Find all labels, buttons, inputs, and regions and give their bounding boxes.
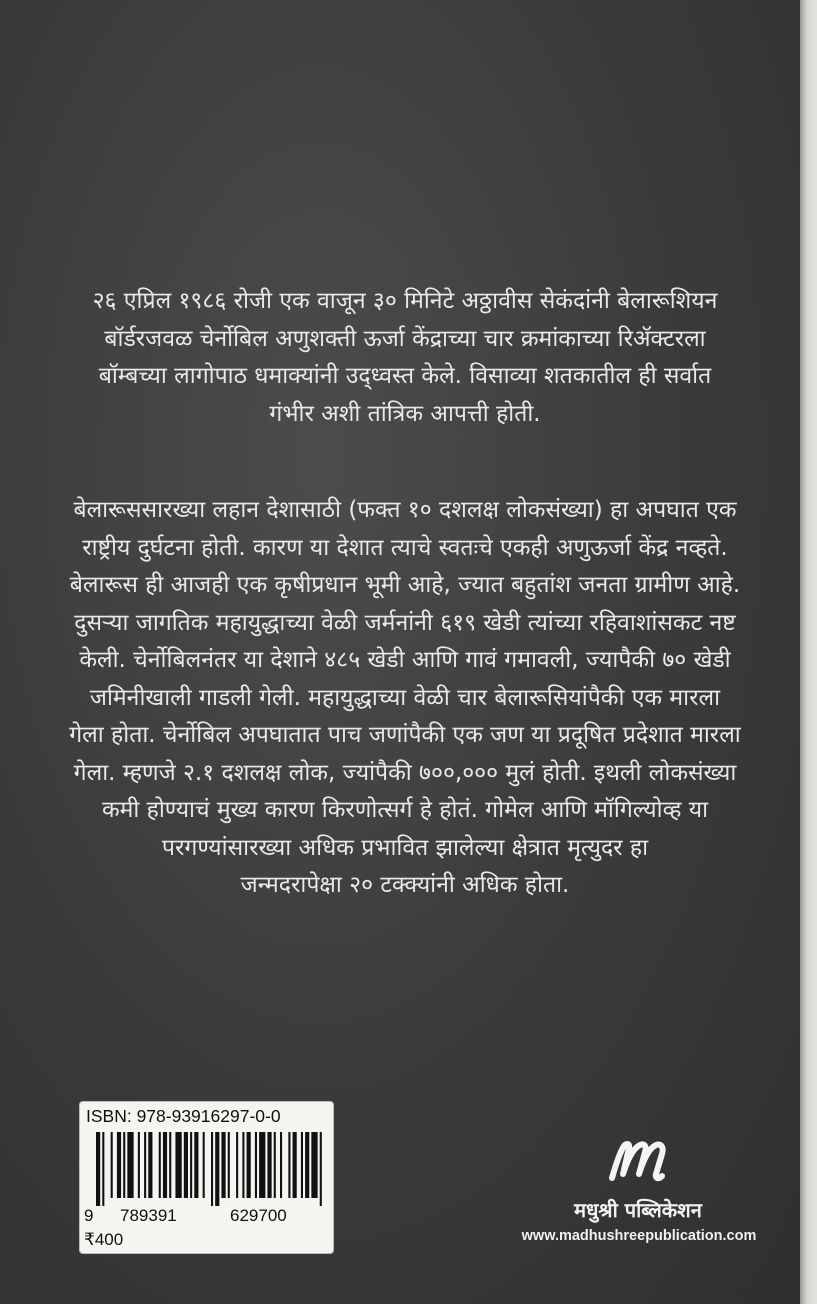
barcode-bar (175, 1132, 181, 1198)
barcode-bar (211, 1132, 213, 1206)
barcode-bar (184, 1132, 188, 1198)
barcode-bar (293, 1132, 297, 1198)
barcode-bar (280, 1132, 282, 1198)
barcode-bar (159, 1132, 161, 1198)
barcode-bar (127, 1132, 133, 1198)
price-label: ₹400 (84, 1230, 124, 1249)
barcode-bar (228, 1132, 230, 1198)
barcode-icon (96, 1132, 326, 1206)
barcode-digit-group: 629700 (230, 1206, 287, 1225)
barcode-bar (301, 1132, 303, 1198)
barcode-bar (123, 1132, 125, 1198)
publisher-name: मधुश्री पब्लिकेशन (574, 1198, 702, 1222)
blurb-line: बेलारूस ही आजही एक कृषीप्रधान भूमी आहे, ज्यात बहुतांश जनता ग्रामीण आहे. (69, 572, 741, 598)
barcode-bar (215, 1132, 219, 1206)
barcode-bar (169, 1132, 171, 1198)
blurb-line: परगण्यांसारख्या अधिक प्रभावित झालेल्या क्षेत्रात मृत्युदर हा (161, 834, 649, 861)
barcode-digit-group: 9 (84, 1206, 94, 1225)
blurb-line: बेलारूससारख्या लहान देशासाठी (फक्त १० दशलक्ष लोकसंख्या) हा अपघात एक (73, 497, 737, 523)
isbn-barcode-label (80, 1102, 333, 1253)
barcode-bar (242, 1132, 244, 1198)
barcode-bar (221, 1132, 225, 1198)
barcode-bar (247, 1132, 251, 1198)
blurb-line: राष्ट्रीय दुर्घटना होती. कारण या देशात त्याचे स्वतःचे एकही अणुऊर्जा केंद्र नव्हते. (82, 534, 728, 561)
barcode-bar (274, 1132, 276, 1198)
barcode-bar (288, 1132, 290, 1198)
barcode-bar (311, 1132, 317, 1198)
barcode-bar (190, 1132, 192, 1198)
blurb-line: गेला. म्हणजे २.१ दशलक्ष लोक, ज्यांपैकी ७००,००० मुलं होती. इथली लोकसंख्या (73, 759, 737, 786)
barcode-digit-group: 789391 (120, 1206, 177, 1225)
blurb-paragraph-1 (60, 283, 750, 433)
barcode-bar (138, 1132, 140, 1198)
blurb-paragraph-2 (60, 492, 750, 905)
blurb-line: २६ एप्रिल १९८६ रोजी एक वाजून ३० मिनिटे अठ्ठावीस सेकंदांनी बेलारूशियन (92, 288, 718, 314)
barcode-bar (163, 1132, 167, 1198)
blurb-line: बॉर्डरजवळ चेर्नोबिल अणुशक्ती ऊर्जा केंद्राच्या चार क्रमांकाच्या रिॲक्टरला (104, 325, 706, 352)
blurb-line: बॉम्बच्या लागोपाठ धमाक्यांनी उद्ध्वस्त केले. विसाव्या शतकातील ही सर्वात (98, 363, 712, 389)
barcode-bar (259, 1132, 265, 1198)
barcode-bar (305, 1132, 309, 1198)
barcode-bar (148, 1132, 152, 1198)
publisher-url: www.madhushreepublication.com (521, 1228, 757, 1244)
blurb-line: जन्मदरापेक्षा २० टक्क्यांनी अधिक होता. (240, 872, 570, 898)
barcode-bar (102, 1132, 104, 1206)
barcode-bar (194, 1132, 198, 1198)
barcode-bar (144, 1132, 146, 1198)
blurb-line: दुसऱ्या जागतिक महायुद्धाच्या वेळी जर्मनांनी ६१९ खेडी त्यांच्या रहिवाशांसकट नष्ट (74, 609, 736, 636)
blurb-line: गेला होता. चेर्नोबिल अपघातात पाच जणांपैकी एक जण या प्रदूषित प्रदेशात मारला (69, 722, 741, 748)
barcode-bar (203, 1132, 205, 1198)
blurb-line: केली. चेर्नोबिलनंतर या देशाने ४८५ खेडी आणि गावं गमावली, ज्यापैकी ७० खेडी (79, 647, 731, 673)
isbn-number: ISBN: 978-93916297-0-0 (86, 1106, 281, 1126)
blurb-line: जमिनीखाली गाडली गेली. महायुद्धाच्या वेळी चार बेलारूसियांपैकी एक मारला (89, 684, 721, 711)
barcode-bar (236, 1132, 238, 1198)
blurb-line: गंभीर अशी तांत्रिक आपत्ती होती. (269, 400, 541, 427)
barcode-bar (117, 1132, 121, 1198)
barcode-bar (320, 1132, 322, 1206)
blurb-line: कमी होण्याचं मुख्य कारण किरणोत्सर्ग हे होतं. गोमेल आणि मॉगिल्योव्ह या (101, 797, 709, 823)
barcode-bar (255, 1132, 257, 1198)
barcode-bar (96, 1132, 100, 1206)
m-script-logo-icon (606, 1134, 670, 1186)
barcode-bar (111, 1132, 113, 1198)
page-edge (800, 0, 817, 1304)
barcode-bar (267, 1132, 271, 1198)
